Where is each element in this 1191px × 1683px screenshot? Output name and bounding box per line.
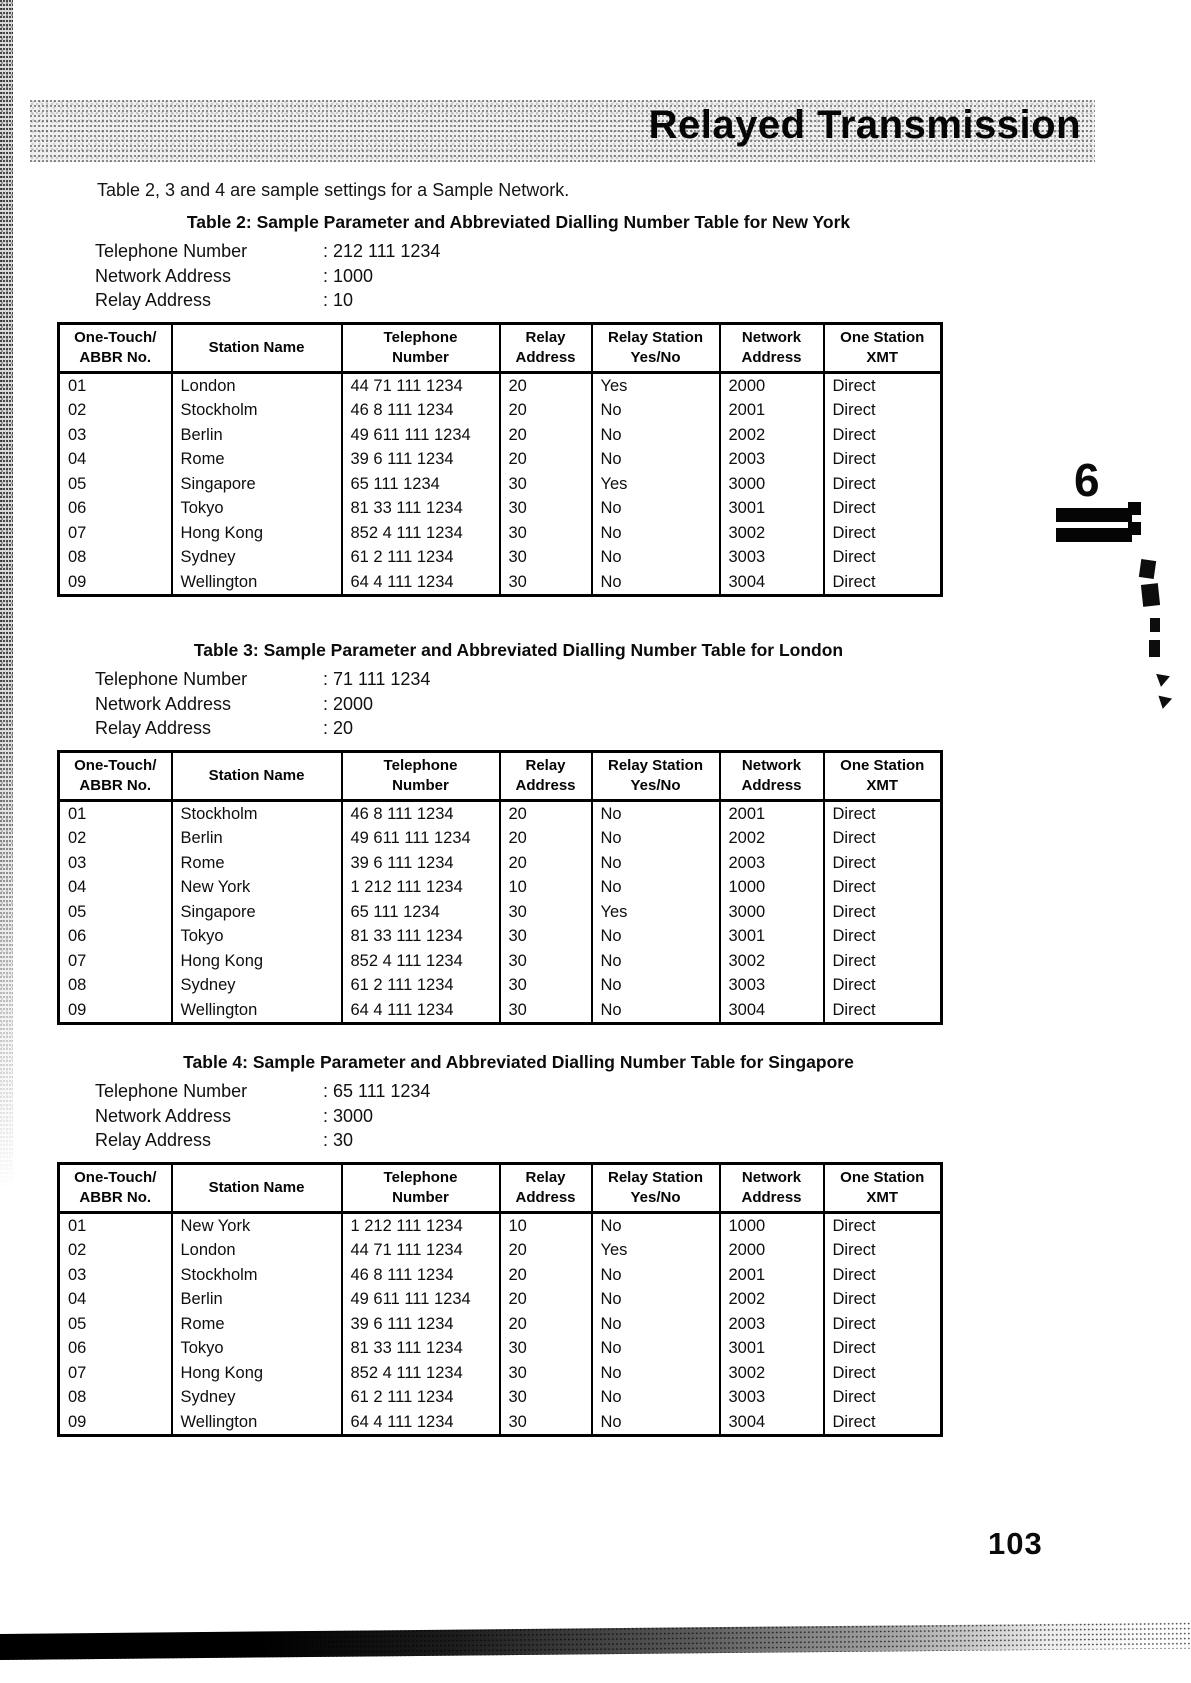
table-cell: 1 212 111 1234 xyxy=(342,1212,500,1238)
table-cell: 04 xyxy=(68,1290,87,1308)
table-cell: 2001 xyxy=(720,1263,824,1288)
column-header: Station Name xyxy=(172,1163,342,1212)
table-cell: Sydney xyxy=(172,973,342,998)
scan-artifact xyxy=(1149,640,1160,657)
table-cell: 65 111 1234 xyxy=(342,900,500,925)
table-cell: 3004 xyxy=(720,570,824,596)
table-cell: Yes xyxy=(592,372,720,398)
table-row xyxy=(59,496,942,521)
table-row xyxy=(59,800,942,826)
table-cell: 07 xyxy=(68,951,87,970)
table-cell: Wellington xyxy=(172,570,342,596)
table-cell: 08 xyxy=(68,976,87,994)
chapter-number: 6 xyxy=(1074,454,1100,506)
parameter-line xyxy=(95,264,940,289)
table-cell: Direct xyxy=(824,1336,942,1361)
parameter-label: Network Address xyxy=(95,265,232,286)
table-cell: Yes xyxy=(592,472,720,497)
table-cell: 06 xyxy=(68,927,87,945)
parameter-label: Network Address xyxy=(95,1105,232,1126)
table-cell: 20 xyxy=(500,372,592,398)
table-cell: 3003 xyxy=(720,973,824,998)
table-row xyxy=(59,826,942,851)
table3-title: Table 3: Sample Parameter and Abbreviated Dialling Number Table for London xyxy=(193,640,844,660)
table-cell: 3003 xyxy=(720,545,824,570)
column-header: One Station XMT xyxy=(824,323,942,372)
parameter-value: : 212 111 1234 xyxy=(323,241,441,261)
parameter-label: Relay Address xyxy=(95,718,212,738)
table-row xyxy=(59,1336,942,1361)
table-cell: 39 6 111 1234 xyxy=(342,447,500,472)
table-cell: Direct xyxy=(824,372,942,398)
scan-artifact xyxy=(1156,696,1172,711)
column-header: Relay Station Yes/No xyxy=(592,751,720,800)
column-header: Relay Station Yes/No xyxy=(592,323,720,372)
table-cell: Stockholm xyxy=(172,800,342,826)
table-cell: 65 111 1234 xyxy=(342,472,500,497)
table-cell: 2001 xyxy=(720,800,824,826)
table-cell: Direct xyxy=(824,1361,942,1386)
table-cell: Direct xyxy=(824,800,942,826)
table-cell: 03 xyxy=(68,1265,87,1284)
table-cell: 20 xyxy=(500,398,592,423)
parameter-line xyxy=(95,667,940,692)
scan-artifact xyxy=(1150,618,1160,632)
scan-artifact xyxy=(1139,559,1156,579)
table-cell: Hong Kong xyxy=(172,1361,342,1386)
table-cell: No xyxy=(592,447,720,472)
table-cell: 20 xyxy=(500,423,592,448)
column-header: Relay Address xyxy=(500,323,592,372)
table-cell: Tokyo xyxy=(172,496,342,521)
header-row xyxy=(59,1163,942,1212)
table-cell: 3003 xyxy=(720,1385,824,1410)
table-cell: 10 xyxy=(500,875,592,900)
table-cell: Rome xyxy=(172,851,342,876)
table-cell: 3000 xyxy=(720,472,824,497)
table-cell: No xyxy=(592,924,720,949)
table-cell: 61 2 111 1234 xyxy=(342,545,500,570)
table-row xyxy=(59,1385,942,1410)
table-cell: 46 8 111 1234 xyxy=(342,398,500,423)
parameter-value: : 3000 xyxy=(323,1105,374,1126)
table-cell: 3004 xyxy=(720,998,824,1024)
table-cell: 08 xyxy=(68,548,87,566)
table-cell: Direct xyxy=(824,570,942,596)
table-cell: 3001 xyxy=(720,1336,824,1361)
table-cell: Singapore xyxy=(172,900,342,925)
column-header: Telephone Number xyxy=(342,1163,500,1212)
table-cell: 20 xyxy=(500,1238,592,1263)
scan-binding-edge xyxy=(0,0,13,1190)
header-row xyxy=(59,751,942,800)
table-cell: Direct xyxy=(824,973,942,998)
table-cell: 20 xyxy=(500,1263,592,1288)
table-cell: 852 4 111 1234 xyxy=(342,949,500,974)
parameter-label: Network Address xyxy=(95,693,232,714)
table-cell: Direct xyxy=(824,545,942,570)
table-cell: 01 xyxy=(68,804,87,823)
table-cell: Berlin xyxy=(172,826,342,851)
table-row xyxy=(59,472,942,497)
column-header: One-Touch/ ABBR No. xyxy=(59,323,172,372)
table-row xyxy=(59,900,942,925)
table-row xyxy=(59,1263,942,1288)
table-cell: 02 xyxy=(68,1241,87,1259)
scan-artifact xyxy=(1141,583,1160,607)
table-cell: No xyxy=(592,1312,720,1337)
table-cell: 04 xyxy=(68,878,87,896)
table-cell: No xyxy=(592,1287,720,1312)
table-cell: 30 xyxy=(500,973,592,998)
table-cell: 49 611 111 1234 xyxy=(342,826,500,851)
table-row xyxy=(59,875,942,900)
table-cell: 20 xyxy=(500,800,592,826)
table-cell: 64 4 111 1234 xyxy=(342,1410,500,1436)
table-cell: Tokyo xyxy=(172,1336,342,1361)
table-cell: 2003 xyxy=(720,851,824,876)
table-cell: 1000 xyxy=(720,875,824,900)
table-cell: 09 xyxy=(68,1412,87,1431)
table-cell: No xyxy=(592,973,720,998)
table-cell: 30 xyxy=(500,900,592,925)
table-cell: 30 xyxy=(500,1336,592,1361)
table-cell: 61 2 111 1234 xyxy=(342,1385,500,1410)
column-header: One Station XMT xyxy=(824,1163,942,1212)
page-title: Relayed Transmission xyxy=(648,103,1081,147)
table-cell: Direct xyxy=(824,826,942,851)
table-cell: No xyxy=(592,851,720,876)
tab-bar-icon xyxy=(1056,528,1132,542)
table-cell: Direct xyxy=(824,398,942,423)
table-cell: 05 xyxy=(68,474,87,493)
table-cell: 06 xyxy=(68,1339,87,1357)
table-row xyxy=(59,521,942,546)
scan-bottom-edge xyxy=(0,1623,1191,1660)
table-cell: 2002 xyxy=(720,423,824,448)
table-cell: 30 xyxy=(500,1361,592,1386)
table-cell: Sydney xyxy=(172,545,342,570)
parameter-label: Telephone Number xyxy=(95,1081,248,1101)
header-row xyxy=(59,323,942,372)
tab-bar-icon xyxy=(1056,508,1132,522)
section-banner xyxy=(30,100,1095,162)
table-cell: 02 xyxy=(68,401,87,419)
parameter-value: : 1000 xyxy=(323,265,374,286)
column-header: Station Name xyxy=(172,323,342,372)
table-cell: 46 8 111 1234 xyxy=(342,1263,500,1288)
column-header: Telephone Number xyxy=(342,323,500,372)
table-cell: Tokyo xyxy=(172,924,342,949)
scan-artifact xyxy=(1154,674,1170,688)
table-cell: 06 xyxy=(68,499,87,517)
table-cell: 1000 xyxy=(720,1212,824,1238)
table-cell: 39 6 111 1234 xyxy=(342,851,500,876)
table-row xyxy=(59,372,942,398)
table-cell: Direct xyxy=(824,496,942,521)
parameter-line xyxy=(95,239,940,264)
table-row xyxy=(59,998,942,1024)
parameter-line xyxy=(95,716,940,741)
table-cell: 20 xyxy=(500,1287,592,1312)
table-cell: Rome xyxy=(172,1312,342,1337)
table-cell: No xyxy=(592,998,720,1024)
table4-parameters xyxy=(95,1079,940,1153)
table-cell: 61 2 111 1234 xyxy=(342,973,500,998)
table-cell: New York xyxy=(172,875,342,900)
column-header: One-Touch/ ABBR No. xyxy=(59,751,172,800)
table-row xyxy=(59,973,942,998)
table-cell: No xyxy=(592,398,720,423)
parameter-value: : 10 xyxy=(323,290,354,310)
table-cell: 2002 xyxy=(720,1287,824,1312)
table-cell: 05 xyxy=(68,902,87,921)
table-cell: 46 8 111 1234 xyxy=(342,800,500,826)
table-cell: Direct xyxy=(824,1263,942,1288)
table-cell: Sydney xyxy=(172,1385,342,1410)
table-cell: Direct xyxy=(824,472,942,497)
table-cell: Stockholm xyxy=(172,398,342,423)
table-row xyxy=(59,398,942,423)
table-cell: 81 33 111 1234 xyxy=(342,924,500,949)
column-header: One-Touch/ ABBR No. xyxy=(59,1163,172,1212)
table-cell: 20 xyxy=(500,447,592,472)
dialling-number-table xyxy=(57,750,943,1026)
table-cell: 3002 xyxy=(720,949,824,974)
table-row xyxy=(59,545,942,570)
table-cell: Direct xyxy=(824,1312,942,1337)
table-cell: 3001 xyxy=(720,496,824,521)
table-cell: 20 xyxy=(500,851,592,876)
table-cell: Direct xyxy=(824,1287,942,1312)
table-cell: Rome xyxy=(172,447,342,472)
table-cell: 30 xyxy=(500,998,592,1024)
table-row xyxy=(59,1287,942,1312)
table-cell: Direct xyxy=(824,1410,942,1436)
parameter-value: : 2000 xyxy=(323,693,374,714)
table-cell: 03 xyxy=(68,425,87,444)
table-cell: No xyxy=(592,521,720,546)
parameter-label: Telephone Number xyxy=(95,669,248,689)
parameter-line xyxy=(95,288,940,313)
table-cell: Direct xyxy=(824,998,942,1024)
table-cell: 09 xyxy=(68,572,87,591)
table-cell: 3001 xyxy=(720,924,824,949)
table-row xyxy=(59,1238,942,1263)
table-cell: 49 611 111 1234 xyxy=(342,1287,500,1312)
table-cell: Direct xyxy=(824,875,942,900)
table3-section xyxy=(57,640,940,1025)
table-cell: Hong Kong xyxy=(172,949,342,974)
table-cell: Direct xyxy=(824,924,942,949)
table4-section xyxy=(57,1052,940,1437)
table-cell: 2001 xyxy=(720,398,824,423)
table-cell: 81 33 111 1234 xyxy=(342,1336,500,1361)
table-cell: 30 xyxy=(500,1385,592,1410)
table-cell: 10 xyxy=(500,1212,592,1238)
table-cell: 64 4 111 1234 xyxy=(342,570,500,596)
chapter-tab-marker xyxy=(1052,454,1162,542)
table-cell: 2000 xyxy=(720,372,824,398)
column-header: Network Address xyxy=(720,323,824,372)
table-cell: 852 4 111 1234 xyxy=(342,1361,500,1386)
table-cell: 3000 xyxy=(720,900,824,925)
table-cell: 81 33 111 1234 xyxy=(342,496,500,521)
table-cell: 30 xyxy=(500,472,592,497)
column-header: Telephone Number xyxy=(342,751,500,800)
table-cell: 2003 xyxy=(720,1312,824,1337)
table-cell: Direct xyxy=(824,447,942,472)
table-cell: No xyxy=(592,1336,720,1361)
table-cell: 1 212 111 1234 xyxy=(342,875,500,900)
table-cell: 852 4 111 1234 xyxy=(342,521,500,546)
table-cell: 08 xyxy=(68,1388,87,1406)
table-cell: No xyxy=(592,545,720,570)
table-row xyxy=(59,1312,942,1337)
table-cell: No xyxy=(592,826,720,851)
table-cell: Direct xyxy=(824,1212,942,1238)
parameter-value: : 71 111 1234 xyxy=(323,669,431,689)
column-header: Network Address xyxy=(720,751,824,800)
table-cell: Direct xyxy=(824,949,942,974)
table-cell: 30 xyxy=(500,949,592,974)
table2-parameters xyxy=(95,239,940,313)
table-cell: 3004 xyxy=(720,1410,824,1436)
intro-text: Table 2, 3 and 4 are sample settings for a Sample Network. xyxy=(97,180,570,200)
table-cell: 20 xyxy=(500,1312,592,1337)
table-cell: No xyxy=(592,1361,720,1386)
table-cell: 03 xyxy=(68,853,87,872)
table-row xyxy=(59,924,942,949)
column-header: Relay Address xyxy=(500,1163,592,1212)
table-cell: Direct xyxy=(824,851,942,876)
table-cell: No xyxy=(592,800,720,826)
column-header: Relay Station Yes/No xyxy=(592,1163,720,1212)
table-cell: No xyxy=(592,875,720,900)
parameter-line xyxy=(95,692,940,717)
table-cell: Direct xyxy=(824,1238,942,1263)
table-cell: Direct xyxy=(824,423,942,448)
table-cell: 01 xyxy=(68,1216,87,1235)
table-cell: 07 xyxy=(68,523,87,542)
table-cell: 05 xyxy=(68,1314,87,1333)
table-cell: Stockholm xyxy=(172,1263,342,1288)
table-cell: 09 xyxy=(68,1000,87,1019)
parameter-value: : 30 xyxy=(323,1130,354,1150)
table-cell: 30 xyxy=(500,521,592,546)
table3-parameters xyxy=(95,667,940,741)
column-header: Relay Address xyxy=(500,751,592,800)
table-cell: 2003 xyxy=(720,447,824,472)
table-cell: No xyxy=(592,1410,720,1436)
table-row xyxy=(59,1361,942,1386)
table-row xyxy=(59,447,942,472)
dialling-number-table xyxy=(57,322,943,598)
parameter-line xyxy=(95,1104,940,1129)
table-cell: No xyxy=(592,496,720,521)
page-number: 103 xyxy=(988,1526,1043,1561)
dialling-number-table xyxy=(57,1162,943,1438)
table-cell: No xyxy=(592,423,720,448)
table-cell: 64 4 111 1234 xyxy=(342,998,500,1024)
table-cell: 3002 xyxy=(720,521,824,546)
table-cell: 49 611 111 1234 xyxy=(342,423,500,448)
table-row xyxy=(59,570,942,596)
parameter-label: Telephone Number xyxy=(95,241,248,261)
table-row xyxy=(59,1212,942,1238)
table-cell: Wellington xyxy=(172,998,342,1024)
table-row xyxy=(59,423,942,448)
table-cell: No xyxy=(592,949,720,974)
table-cell: 2000 xyxy=(720,1238,824,1263)
table-cell: No xyxy=(592,1212,720,1238)
table-cell: 30 xyxy=(500,924,592,949)
parameter-line xyxy=(95,1079,940,1104)
parameter-line xyxy=(95,1128,940,1153)
table-cell: Wellington xyxy=(172,1410,342,1436)
table-cell: Yes xyxy=(592,1238,720,1263)
table-cell: Hong Kong xyxy=(172,521,342,546)
table2-title: Table 2: Sample Parameter and Abbreviated Dialling Number Table for New York xyxy=(186,212,851,232)
table-cell: 3002 xyxy=(720,1361,824,1386)
table-cell: Yes xyxy=(592,900,720,925)
table-cell: Singapore xyxy=(172,472,342,497)
table-cell: 39 6 111 1234 xyxy=(342,1312,500,1337)
parameter-label: Relay Address xyxy=(95,290,212,310)
table-cell: No xyxy=(592,1263,720,1288)
table-row xyxy=(59,851,942,876)
table-cell: 01 xyxy=(68,376,87,395)
column-header: Station Name xyxy=(172,751,342,800)
table-row xyxy=(59,949,942,974)
column-header: One Station XMT xyxy=(824,751,942,800)
table-cell: No xyxy=(592,1385,720,1410)
table-cell: 44 71 111 1234 xyxy=(342,1238,500,1263)
parameter-label: Relay Address xyxy=(95,1130,212,1150)
table-cell: 30 xyxy=(500,1410,592,1436)
table-cell: Direct xyxy=(824,1385,942,1410)
table-cell: 44 71 111 1234 xyxy=(342,372,500,398)
table-cell: London xyxy=(172,1238,342,1263)
parameter-value: : 65 111 1234 xyxy=(323,1081,431,1101)
table-cell: 30 xyxy=(500,545,592,570)
table-cell: Direct xyxy=(824,521,942,546)
table-cell: Berlin xyxy=(172,1287,342,1312)
parameter-value: : 20 xyxy=(323,718,354,738)
table-cell: Berlin xyxy=(172,423,342,448)
table-cell: 20 xyxy=(500,826,592,851)
table4-title: Table 4: Sample Parameter and Abbreviated Dialling Number Table for Singapore xyxy=(183,1052,854,1072)
table-cell: 2002 xyxy=(720,826,824,851)
column-header: Network Address xyxy=(720,1163,824,1212)
table-cell: 02 xyxy=(68,829,87,847)
table-cell: No xyxy=(592,570,720,596)
table-cell: 30 xyxy=(500,496,592,521)
table-cell: Direct xyxy=(824,900,942,925)
table2-section xyxy=(57,212,940,597)
table-row xyxy=(59,1410,942,1436)
table-cell: 30 xyxy=(500,570,592,596)
table-cell: 07 xyxy=(68,1363,87,1382)
table-cell: 04 xyxy=(68,450,87,468)
table-cell: New York xyxy=(172,1212,342,1238)
table-cell: London xyxy=(172,372,342,398)
